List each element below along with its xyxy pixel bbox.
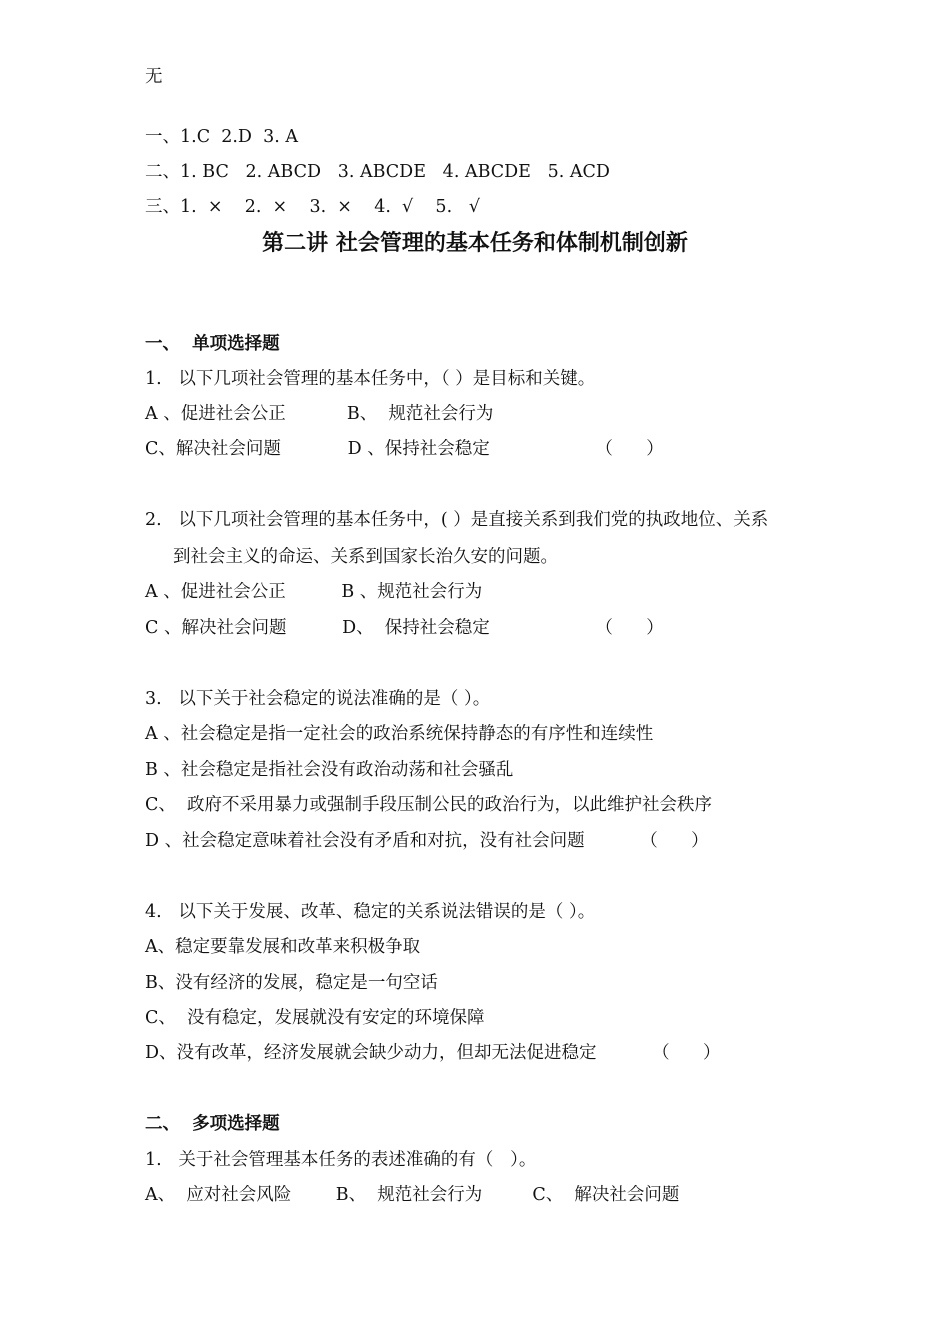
answer-line-1: 一、1.C 2.D 3. A <box>145 127 298 147</box>
options-line: A 、促进社会公正 B、 规范社会行为 <box>145 404 494 424</box>
option-c: C、 政府不采用暴力或强制手段压制公民的政治行为，以此维护社会秩序 <box>145 795 713 815</box>
option-c: C、 没有稳定，发展就没有安定的环境保障 <box>145 1008 485 1028</box>
options-line: C 、解决社会问题 D、 保持社会稳定 （ ） <box>145 618 664 638</box>
option-d: D 、社会稳定意味着社会没有矛盾和对抗，没有社会问题 （ ） <box>145 831 709 851</box>
lecture-title: 第二讲 社会管理的基本任务和体制机制创新 <box>262 230 688 256</box>
question-stem: 1. 关于社会管理基本任务的表述准确的有（ ）。 <box>145 1150 537 1170</box>
option-a: A 、社会稳定是指一定社会的政治系统保持静态的有序性和连续性 <box>145 724 654 744</box>
question-stem: 2. 以下几项社会管理的基本任务中，( ）是直接关系到我们党的执政地位、关系 <box>145 510 769 530</box>
options-line: C、解决社会问题 D 、保持社会稳定 （ ） <box>145 439 664 459</box>
question-stem-continued: 到社会主义的命运、关系到国家长治久安的问题。 <box>173 547 558 567</box>
options-line: A、 应对社会风险 B、 规范社会行为 C、 解决社会问题 <box>145 1185 680 1205</box>
top-note: 无 <box>145 67 163 87</box>
option-a: A、稳定要靠发展和改革来积极争取 <box>145 937 421 957</box>
section-heading: 二、 多项选择题 <box>145 1114 280 1134</box>
option-b: B、没有经济的发展，稳定是一句空话 <box>145 973 438 993</box>
question-stem: 1. 以下几项社会管理的基本任务中，（ ）是目标和关键。 <box>145 369 596 389</box>
answer-line-2: 二、1. BC 2. ABCD 3. ABCDE 4. ABCDE 5. ACD <box>145 162 610 182</box>
question-stem: 3. 以下关于社会稳定的说法准确的是（ ）。 <box>145 689 491 709</box>
section-heading: 一、 单项选择题 <box>145 334 280 354</box>
option-d: D、没有改革，经济发展就会缺少动力，但却无法促进稳定 （ ） <box>145 1043 721 1063</box>
question-stem: 4. 以下关于发展、改革、稳定的关系说法错误的是（ ）。 <box>145 902 596 922</box>
options-line: A 、促进社会公正 B 、规范社会行为 <box>145 582 483 602</box>
option-b: B 、社会稳定是指社会没有政治动荡和社会骚乱 <box>145 760 514 780</box>
answer-line-3: 三、1. × 2. × 3. × 4. √ 5. √ <box>145 197 480 217</box>
